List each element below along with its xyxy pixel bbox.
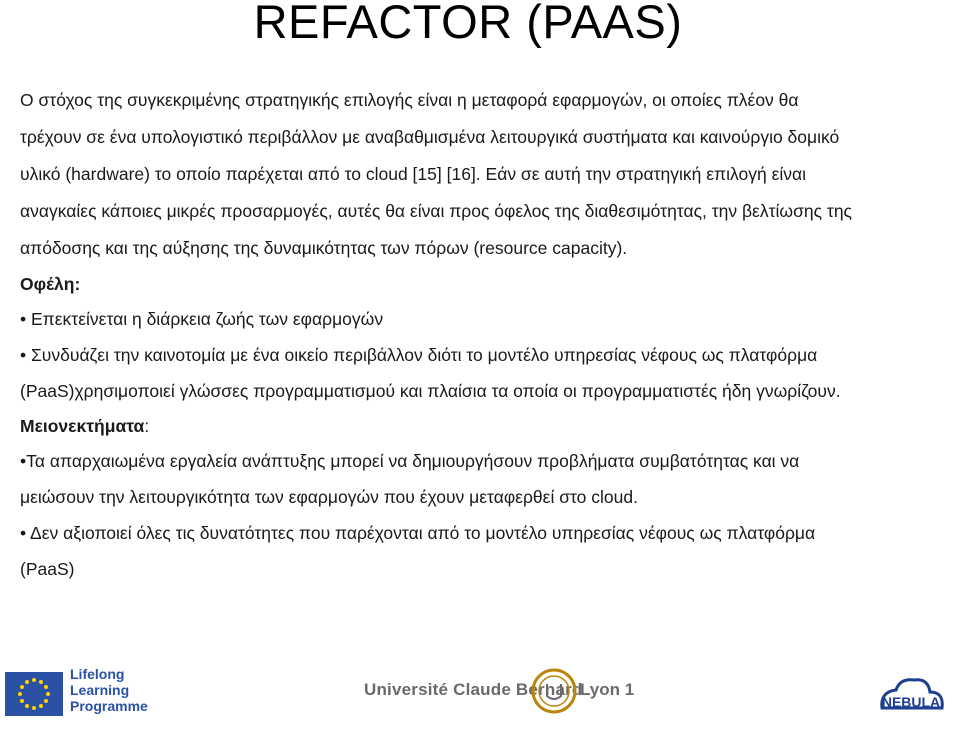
lifelong-learning-logo-text (70, 666, 148, 714)
footer-logos (0, 650, 960, 730)
llp-line: Learning (70, 682, 130, 698)
drawback-item-continuation: (PaaS) (20, 559, 75, 579)
nebula-logo-icon (872, 672, 950, 720)
intro-line: Ο στόχος της συγκεκριμένης στρατηγικής επιλογής είναι η μεταφορά εφαρμογών, οι οποίες πλέον θα (20, 90, 799, 110)
drawbacks-heading (20, 409, 958, 443)
drawbacks-list (20, 443, 958, 587)
llp-line: Lifelong (70, 666, 125, 682)
benefit-item-continuation: (PaaS)χρησιμοποιεί γλώσσες προγραμματισμού και πλαίσια τα οποία οι προγραμματιστές ήδη γνωρίζουν. (20, 381, 841, 401)
benefit-item: • Συνδυάζει την καινοτομία με ένα οικείο περιβάλλον διότι το μοντέλο υπηρεσίας νέφους ως πλατφόρμα (20, 345, 818, 365)
drawbacks-heading-text: Μειονεκτήματα (20, 416, 145, 436)
drawbacks-heading-colon: : (144, 416, 150, 436)
drawback-item: • Δεν αξιοποιεί όλες τις δυνατότητες που παρέχονται από το μοντέλο υπηρεσίας νέφους ως πλατφόρμα (20, 523, 816, 543)
intro-paragraph (20, 82, 958, 267)
main-content (20, 82, 958, 587)
nebula-logo-text: NEBULA (881, 694, 941, 710)
page-title: REFACTOR (PAAS) (253, 0, 683, 48)
intro-line: αναγκαίες κάποιες μικρές προσαρμογές, αυτές θα είναι προς όφελος της διαθεσιμότητας, την βελτίωσης της (20, 201, 852, 221)
eu-flag-icon (5, 672, 63, 716)
drawback-item-continuation: μειώσουν την λειτουργικότητα των εφαρμογών που έχουν μεταφερθεί στο cloud. (20, 487, 638, 507)
university-name: Université Claude Bernard (364, 680, 583, 699)
intro-line: τρέχουν σε ένα υπολογιστικό περιβάλλον με αναβαθμισμένα λειτουργικά συστήματα και καινούργιο δομικό (20, 127, 840, 147)
benefit-item: • Επεκτείνεται η διάρκεια ζωής των εφαρμογών (20, 309, 384, 329)
benefits-list (20, 301, 958, 409)
intro-line: απόδοσης και της αύξησης της δυναμικότητας των πόρων (resource capacity). (20, 238, 628, 258)
university-seal-icon (531, 658, 577, 724)
benefits-heading: Οφέλη: (20, 274, 81, 294)
intro-line: υλικό (hardware) το οποίο παρέχεται από το cloud [15] [16]. Εάν σε αυτή την στρατηγική επιλογή είναι (20, 164, 807, 184)
university-campus: Lyon 1 (580, 680, 635, 699)
llp-line: Programme (70, 698, 148, 714)
drawback-item: •Τα απαρχαιωμένα εργαλεία ανάπτυξης μπορεί να δημιουργήσουν προβλήματα συμβατότητας και να (20, 451, 800, 471)
